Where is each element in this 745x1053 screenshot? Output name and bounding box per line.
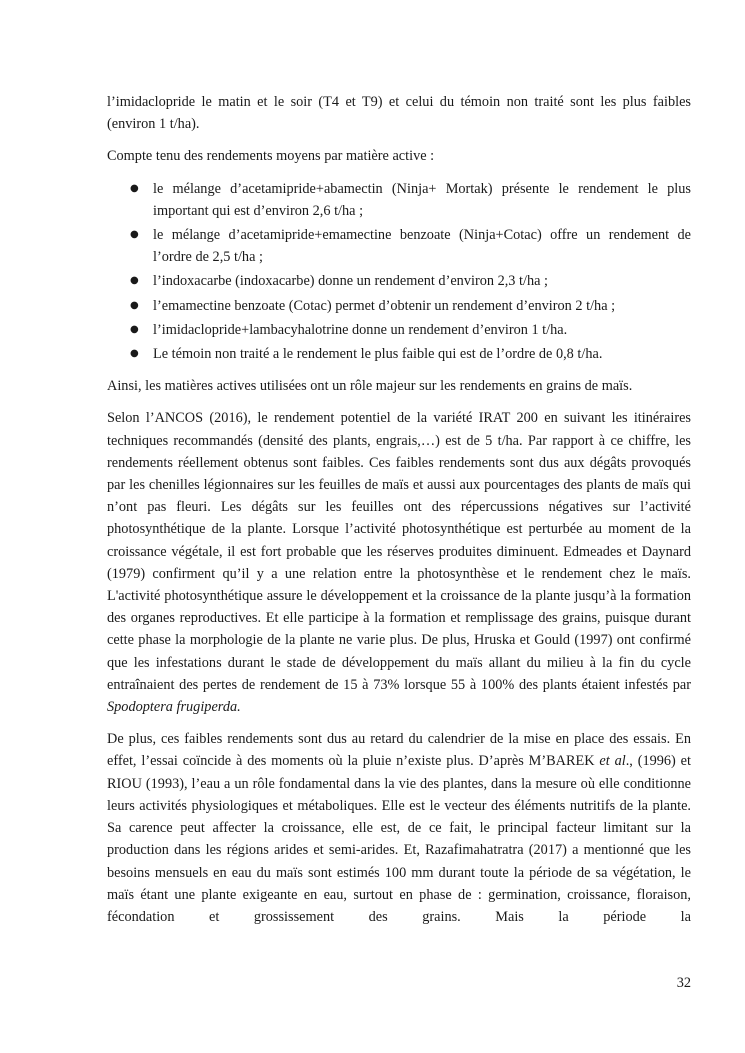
list-item-text: l’indoxacarbe (indoxacarbe) donne un rendement d’environ 2,3 t/ha ; (153, 273, 549, 290)
list-item-text: le mélange d’acetamipride+emamectine benzoate (Ninja+Cotac) offre un rendement de l’ordre de 2,5 t/ha ; (153, 227, 691, 266)
bullet-icon: ● (130, 348, 139, 360)
bullet-icon: ● (130, 229, 139, 241)
list-item-text: l’emamectine benzoate (Cotac) permet d’obtenir un rendement d’environ 2 t/ha ; (153, 297, 616, 314)
species-name: Spodoptera frugiperda. (107, 699, 241, 716)
list-item-text: Le témoin non traité a le rendement le plus faible qui est de l’ordre de 0,8 t/ha. (153, 346, 603, 363)
paragraph-text: ., (1996) et RIOU (1993), l’eau a un rôle fondamental dans la vie des plantes, dans la mesure où elle conditionne leurs activités physiologiques et métaboliques. Elle est le vecteur des éléments nutritifs de la plante. Sa carence peut affecter la croissance, elle est, de ce fait, le principal facteur limitant sur la production dans les régions arides et semi-arides. Et, Razafimahatratra (2017) a mentionné que les besoins mensuels en eau du maïs sont estimés 100 mm durant toute la période de sa végétation, le maïs étant une plante exigeante en eau, surtout en phase de : germination, croissance, floraison, fécondation et grossissement des grains. Mais la période la (107, 753, 691, 925)
list-item (130, 295, 691, 317)
page-number: 32 (676, 975, 691, 991)
body-text (107, 91, 691, 938)
paragraph-water-discussion (107, 728, 691, 928)
bullet-icon: ● (130, 182, 139, 194)
paragraph-conclusion: Ainsi, les matières actives utilisées ont un rôle majeur sur les rendements en grains de maïs. (107, 378, 633, 395)
bullet-icon: ● (130, 275, 139, 287)
citation-et-al: et al (599, 753, 626, 770)
list-item (130, 270, 691, 292)
list-item (130, 319, 691, 341)
paragraph-text: De plus, ces faibles rendements sont dus au retard du calendrier de la mise en place des essais. En effet, l’essai coïncide à des moments où la pluie n’existe plus. D’après M’BAREK (107, 731, 691, 770)
list-item (130, 343, 691, 365)
active-ingredient-list (107, 178, 691, 366)
paragraph-continuation: l’imidaclopride le matin et le soir (T4 et T9) et celui du témoin non traité sont les plus faibles (environ 1 t/ha). (107, 94, 691, 133)
bullet-icon: ● (130, 299, 139, 311)
list-item (130, 224, 691, 268)
paragraph-text: Selon l’ANCOS (2016), le rendement potentiel de la variété IRAT 200 en suivant les itinéraires techniques recommandés (densité des plants, engrais,…) est de 5 t/ha. Par rapport à ce chiffre, les rendements réellement obtenus sont faibles. Ces faibles rendements sont dus aux dégâts provoqués par les chenilles légionnaires sur les feuilles de maïs et aussi aux pourcentages des plants de maïs qui n’ont pas fleuri. Les dégâts sur les feuilles ont des répercussions négatives sur l’activité photosynthétique de la plante. Lorsque l’activité photosynthétique est perturbée au moment de la croissance végétale, il est fort probable que les réserves produites diminuent. Edmeades et Daynard (1979) confirment qu’il y a une relation entre la photosynthèse et le rendement chez le maïs. L'activité photosynthétique assure le développement et la croissance de la plante jusqu’à la formation des organes reproductives. Et elle participe à la formation et remplissage des grains, puisque durant cette phase la morphologie de la plante ne varie plus. De plus, Hruska et Gould (1997) ont confirmé que les infestations durant le stade de développement du maïs allant du milieu à la fin du cycle entraînaient des pertes de rendement de 15 à 73% lorsque 55 à 100% des plants étaient infestés par (107, 410, 691, 693)
list-item-text: le mélange d’acetamipride+abamectin (Ninja+ Mortak) présente le rendement le plus important qui est d’environ 2,6 t/ha ; (153, 180, 691, 219)
list-item-text: l’imidaclopride+lambacyhalotrine donne un rendement d’environ 1 t/ha. (153, 321, 568, 338)
paragraph-ancos-discussion (107, 407, 691, 718)
bullet-icon: ● (130, 323, 139, 335)
paragraph-intro-list: Compte tenu des rendements moyens par matière active : (107, 148, 435, 165)
list-item (130, 178, 691, 222)
